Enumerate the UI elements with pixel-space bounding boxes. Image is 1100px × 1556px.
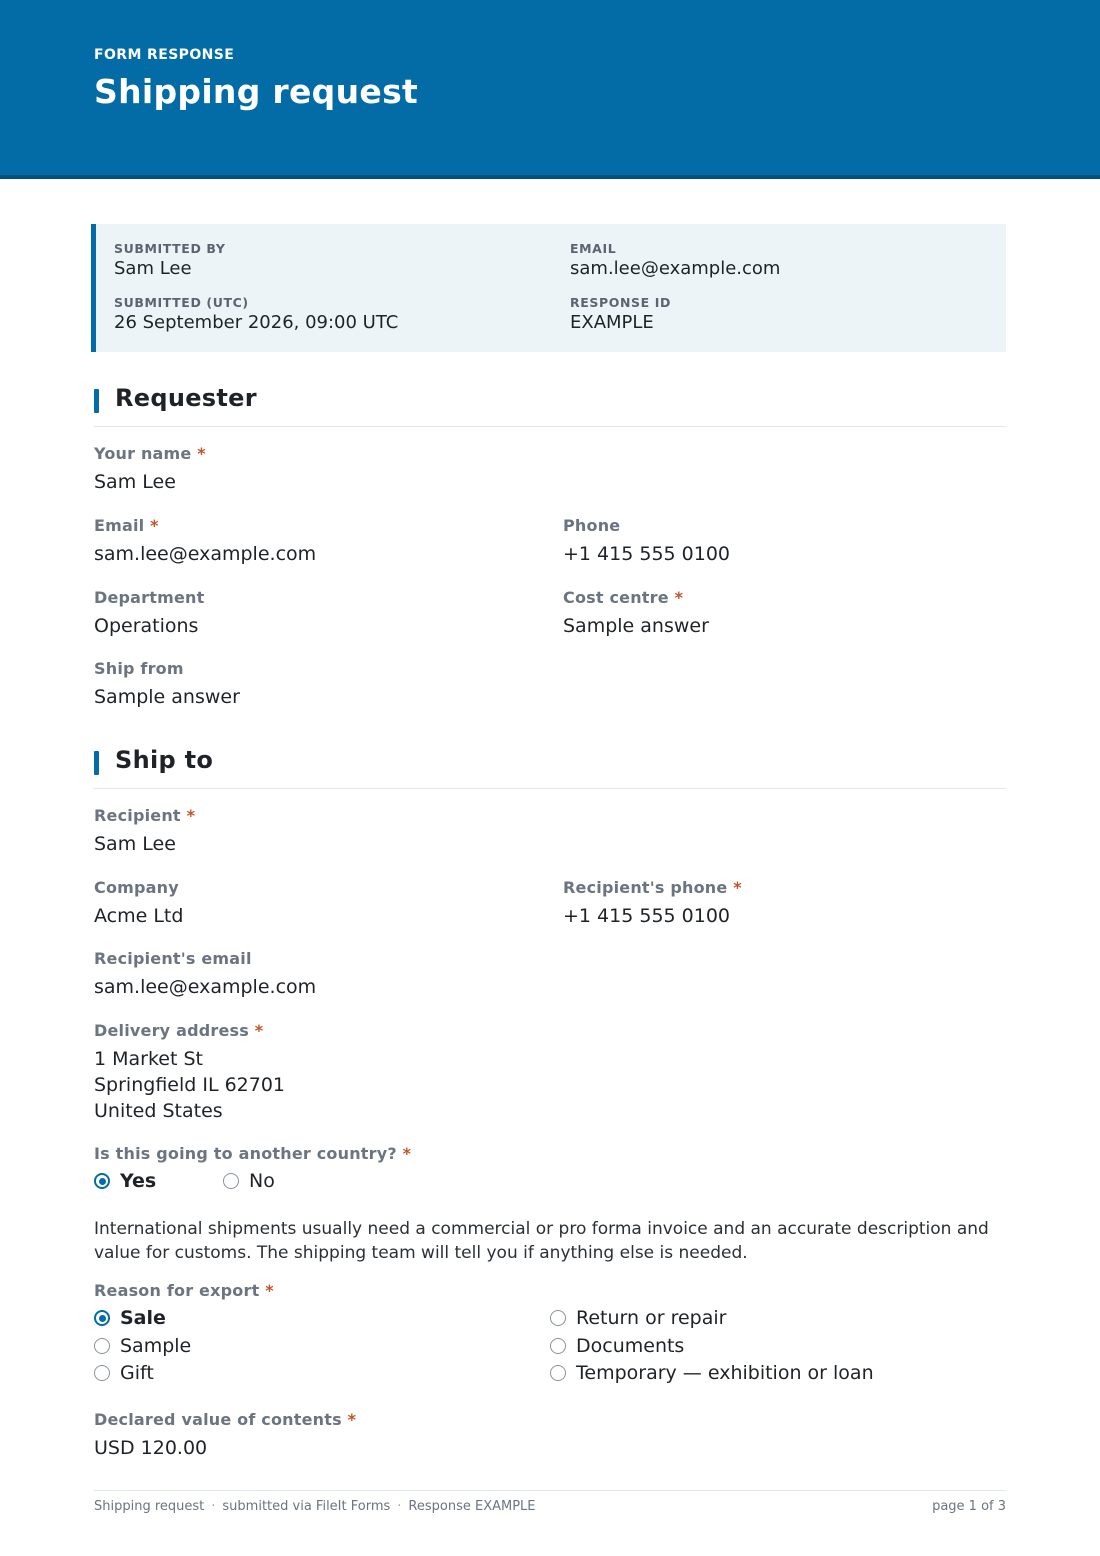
footer-form-name: Shipping request: [94, 1499, 205, 1514]
section-requester: [94, 384, 1006, 427]
required-mark: *: [733, 878, 742, 897]
field-company-value: Acme Ltd: [94, 905, 184, 927]
radio-reason-label: Sample: [120, 1335, 192, 1357]
field-company-label: Company: [94, 878, 179, 897]
radio-unchecked-icon: [550, 1365, 566, 1381]
international-note: International shipments usually need a commercial or pro forma invoice and an accurate description and value for customs. The shipping team will tell you if anything else is needed.: [94, 1219, 989, 1263]
field-recipient-value: Sam Lee: [94, 833, 176, 855]
radio-reason-label: Sale: [120, 1307, 166, 1329]
radio-unchecked-icon: [550, 1338, 566, 1354]
field-email-label: Email *: [94, 516, 159, 535]
field-phone-value: +1 415 555 0100: [563, 543, 731, 565]
submission-meta-box: [91, 224, 1006, 352]
required-mark: *: [347, 1410, 357, 1429]
field-email: [94, 516, 316, 567]
field-declared-value-value: USD 120.00: [94, 1437, 208, 1459]
radio-reason-gift[interactable]: [94, 1362, 154, 1384]
field-ship-from: [94, 659, 240, 710]
field-reason-label: Reason for export *: [94, 1281, 274, 1300]
field-delivery-address: [94, 1021, 285, 1124]
required-mark: *: [402, 1144, 412, 1163]
field-cost-centre-value: Sample answer: [563, 615, 709, 637]
field-reason-for-export: [94, 1281, 274, 1300]
radio-checked-icon: [94, 1173, 110, 1189]
page-footer: [94, 1490, 1006, 1520]
field-department-value: Operations: [94, 615, 199, 637]
meta-email-value: sam.lee@example.com: [570, 258, 781, 279]
address-line-1: 1 Market St: [94, 1048, 203, 1070]
meta-submitted-by: [114, 241, 225, 279]
footer-left: [94, 1499, 536, 1514]
field-another-country: [94, 1144, 411, 1163]
radio-checked-icon: [94, 1310, 110, 1326]
header-kicker: FORM RESPONSE: [94, 47, 235, 63]
field-phone: [563, 516, 730, 567]
field-declared-value-label: Declared value of contents *: [94, 1410, 357, 1429]
section-accent-bar: [94, 751, 99, 775]
field-recipient-email-value: sam.lee@example.com: [94, 976, 317, 998]
radio-another-country-yes[interactable]: [94, 1170, 156, 1192]
section-accent-bar: [94, 389, 99, 413]
footer-separator: ·: [211, 1499, 216, 1514]
field-email-value: sam.lee@example.com: [94, 543, 317, 565]
meta-submitted-by-value: Sam Lee: [114, 258, 192, 279]
footer-separator: ·: [397, 1499, 402, 1514]
required-mark: *: [197, 444, 206, 463]
radio-unchecked-icon: [94, 1365, 110, 1381]
field-department: [94, 588, 204, 639]
meta-response-id-label: RESPONSE ID: [570, 295, 671, 310]
field-recipient-email-label: Recipient's email: [94, 949, 252, 968]
radio-no-label: No: [249, 1170, 275, 1192]
field-recipient-phone: [563, 878, 742, 929]
field-declared-value: [94, 1410, 356, 1461]
field-your-name-value: Sam Lee: [94, 471, 176, 493]
address-line-2: Springfield IL 62701: [94, 1074, 286, 1096]
address-line-3: United States: [94, 1100, 223, 1122]
section-ship-to: [94, 746, 1006, 789]
required-mark: *: [674, 588, 684, 607]
required-mark: *: [186, 806, 196, 825]
radio-reason-label: Temporary — exhibition or loan: [576, 1362, 874, 1384]
radio-reason-documents[interactable]: [550, 1335, 684, 1357]
radio-unchecked-icon: [223, 1173, 239, 1189]
required-mark: *: [265, 1281, 274, 1300]
meta-email-label: EMAIL: [570, 241, 617, 256]
radio-reason-sale[interactable]: [94, 1307, 166, 1329]
field-your-name-label: Your name *: [94, 444, 206, 463]
page-title: Shipping request: [94, 72, 419, 111]
meta-submitted-utc-label: SUBMITTED (UTC): [114, 295, 249, 310]
field-recipient: [94, 806, 195, 857]
field-department-label: Department: [94, 588, 205, 607]
radio-yes-label: Yes: [120, 1170, 157, 1192]
required-mark: *: [150, 516, 159, 535]
field-company: [94, 878, 183, 929]
field-recipient-phone-label: Recipient's phone *: [563, 878, 742, 897]
meta-email: [570, 241, 780, 279]
field-recipient-phone-value: +1 415 555 0100: [563, 905, 731, 927]
radio-reason-sample[interactable]: [94, 1335, 191, 1357]
footer-response: Response EXAMPLE: [408, 1499, 536, 1514]
field-your-name: [94, 444, 206, 495]
meta-submitted-by-label: SUBMITTED BY: [114, 241, 226, 256]
field-cost-centre-label: Cost centre *: [563, 588, 684, 607]
meta-submitted-utc: [114, 295, 398, 333]
meta-response-id-value: EXAMPLE: [570, 312, 654, 333]
field-another-country-label: Is this going to another country? *: [94, 1144, 412, 1163]
footer-submitted-via: submitted via FileIt Forms: [222, 1499, 391, 1514]
field-delivery-address-label: Delivery address *: [94, 1021, 264, 1040]
radio-unchecked-icon: [550, 1310, 566, 1326]
radio-reason-return-or-repair[interactable]: [550, 1307, 726, 1329]
radio-reason-temporary[interactable]: [550, 1362, 874, 1384]
section-requester-title: Requester: [115, 384, 257, 412]
required-mark: *: [254, 1021, 264, 1040]
form-header: [0, 0, 1100, 179]
field-cost-centre: [563, 588, 709, 639]
footer-page-number: page 1 of 3: [932, 1499, 1006, 1514]
field-recipient-label: Recipient *: [94, 806, 196, 825]
radio-reason-label: Gift: [120, 1362, 154, 1384]
radio-reason-label: Documents: [576, 1335, 685, 1357]
radio-unchecked-icon: [94, 1338, 110, 1354]
radio-reason-label: Return or repair: [576, 1307, 727, 1329]
meta-submitted-utc-value: 26 September 2026, 09:00 UTC: [114, 312, 399, 333]
meta-response-id: [570, 295, 671, 333]
radio-another-country-no[interactable]: [223, 1170, 275, 1192]
field-ship-from-value: Sample answer: [94, 686, 240, 708]
section-ship-to-title: Ship to: [115, 746, 214, 774]
field-ship-from-label: Ship from: [94, 659, 184, 678]
field-recipient-email: [94, 949, 316, 1000]
field-phone-label: Phone: [563, 516, 621, 535]
